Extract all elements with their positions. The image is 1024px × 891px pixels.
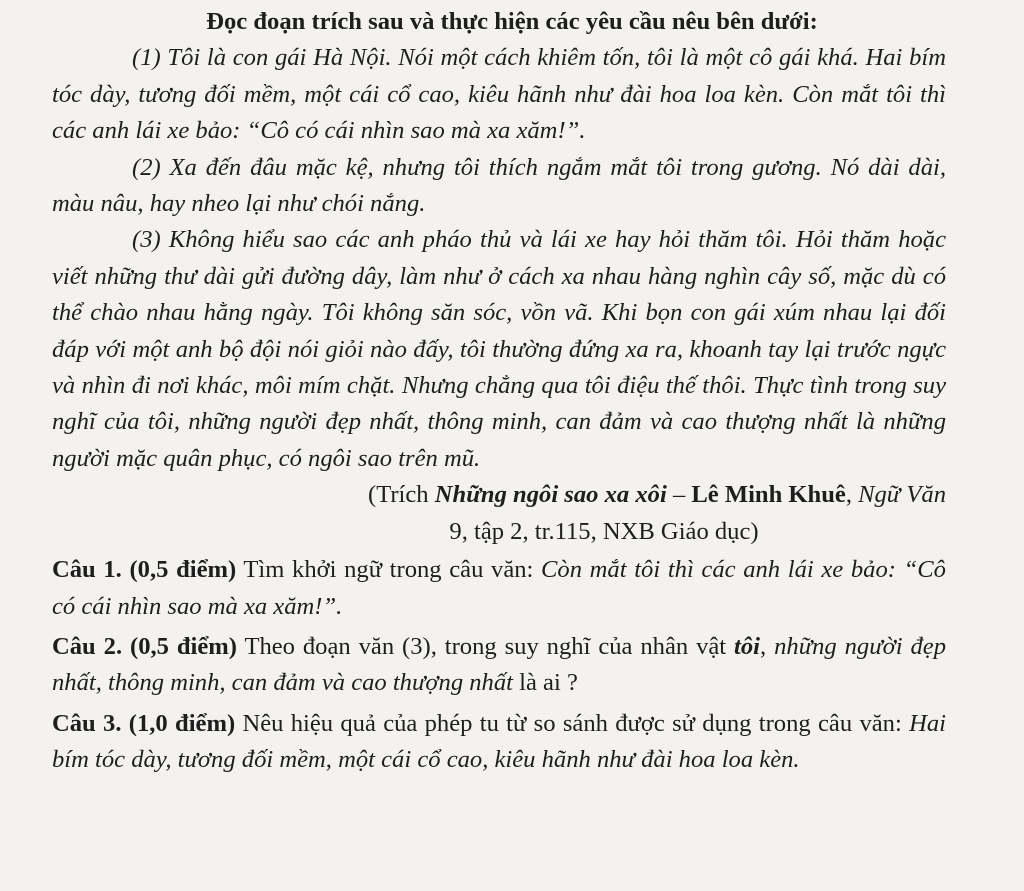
citation-dash: – <box>666 481 692 509</box>
question-2 <box>52 629 946 702</box>
question-3-label: Câu 3. (1,0 điểm) <box>52 709 236 737</box>
passage-paragraph-2: (2) Xa đến đâu mặc kệ, nhưng tôi thích ngắm mắt tôi trong gương. Nó dài dài, màu nâu, hay nheo lại như chói nắng. <box>52 153 946 218</box>
question-3-text: Nêu hiệu quả của phép tu từ so sánh được sử dụng trong câu văn: <box>235 709 910 737</box>
question-2-text-2: , <box>760 632 775 660</box>
citation-comma: , <box>845 481 859 509</box>
question-2-emphasis: tôi <box>734 632 761 660</box>
question-1 <box>52 552 946 625</box>
passage-paragraph-3: (3) Không hiểu sao các anh pháo thủ và lái xe hay hỏi thăm tôi. Hỏi thăm hoặc viết những thư dài gửi đường dây, làm như ở cách xa nhau hàng nghìn cây số, mặc dù có thể chào nhau hằng ngày. Tôi không săn sóc, vồn vã. Khi bọn con gái xúm nhau lại đối đáp với một anh bộ đội nói giỏi nào đấy, tôi thường đứng xa ra, khoanh tay lại trước ngực và nhìn đi nơi khác, môi mím chặt. Nhưng chẳng qua tôi điệu thế thôi. Thực tình trong suy nghĩ của tôi, những người đẹp nhất, thông minh, can đảm và cao thượng nhất là những người mặc quân phục, có ngôi sao trên mũ. <box>52 226 946 472</box>
citation-line-2: 9, tập 2, tr.115, NXB Giáo dục) <box>449 517 759 545</box>
citation-author: Lê Minh Khuê <box>691 481 846 509</box>
question-3-quote: Hai bím tóc dày, tương đối mềm, một cái cổ cao, kiêu hãnh như đài hoa loa kèn. <box>52 709 946 774</box>
question-2-quote: những người đẹp nhất, thông minh, can đảm và cao thượng nhất <box>52 632 947 697</box>
question-1-quote: Còn mắt tôi thì các anh lái xe bảo: “Cô có cái nhìn sao mà xa xăm!”. <box>52 556 946 620</box>
citation-prefix: (Trích <box>368 481 435 509</box>
question-2-text-1: Theo đoạn văn (3), trong suy nghĩ của nhân vật <box>236 632 735 660</box>
instruction-heading: Đọc đoạn trích sau và thực hiện các yêu cầu nêu bên dưới: <box>206 8 818 35</box>
passage-paragraph-1: (1) Tôi là con gái Hà Nội. Nói một cách khiêm tốn, tôi là một cô gái khá. Hai bím tóc dày, tương đối mềm, một cái cổ cao, kiêu hãnh như đài hoa loa kèn. Còn mắt tôi thì các anh lái xe bảo: “Cô có cái nhìn sao mà xa xăm!”. <box>52 44 946 145</box>
question-2-label: Câu 2. (0,5 điểm) <box>52 632 237 660</box>
citation-book: Ngữ Văn <box>858 481 946 509</box>
question-2-text-3: là ai ? <box>513 669 578 697</box>
citation-line-1 <box>52 477 946 513</box>
citation-work-title: Những ngôi sao xa xôi <box>434 481 667 509</box>
question-1-label: Câu 1. (0,5 điểm) <box>52 556 237 584</box>
question-1-text: Tìm khởi ngữ trong câu văn: <box>236 556 542 584</box>
question-3 <box>52 706 946 779</box>
